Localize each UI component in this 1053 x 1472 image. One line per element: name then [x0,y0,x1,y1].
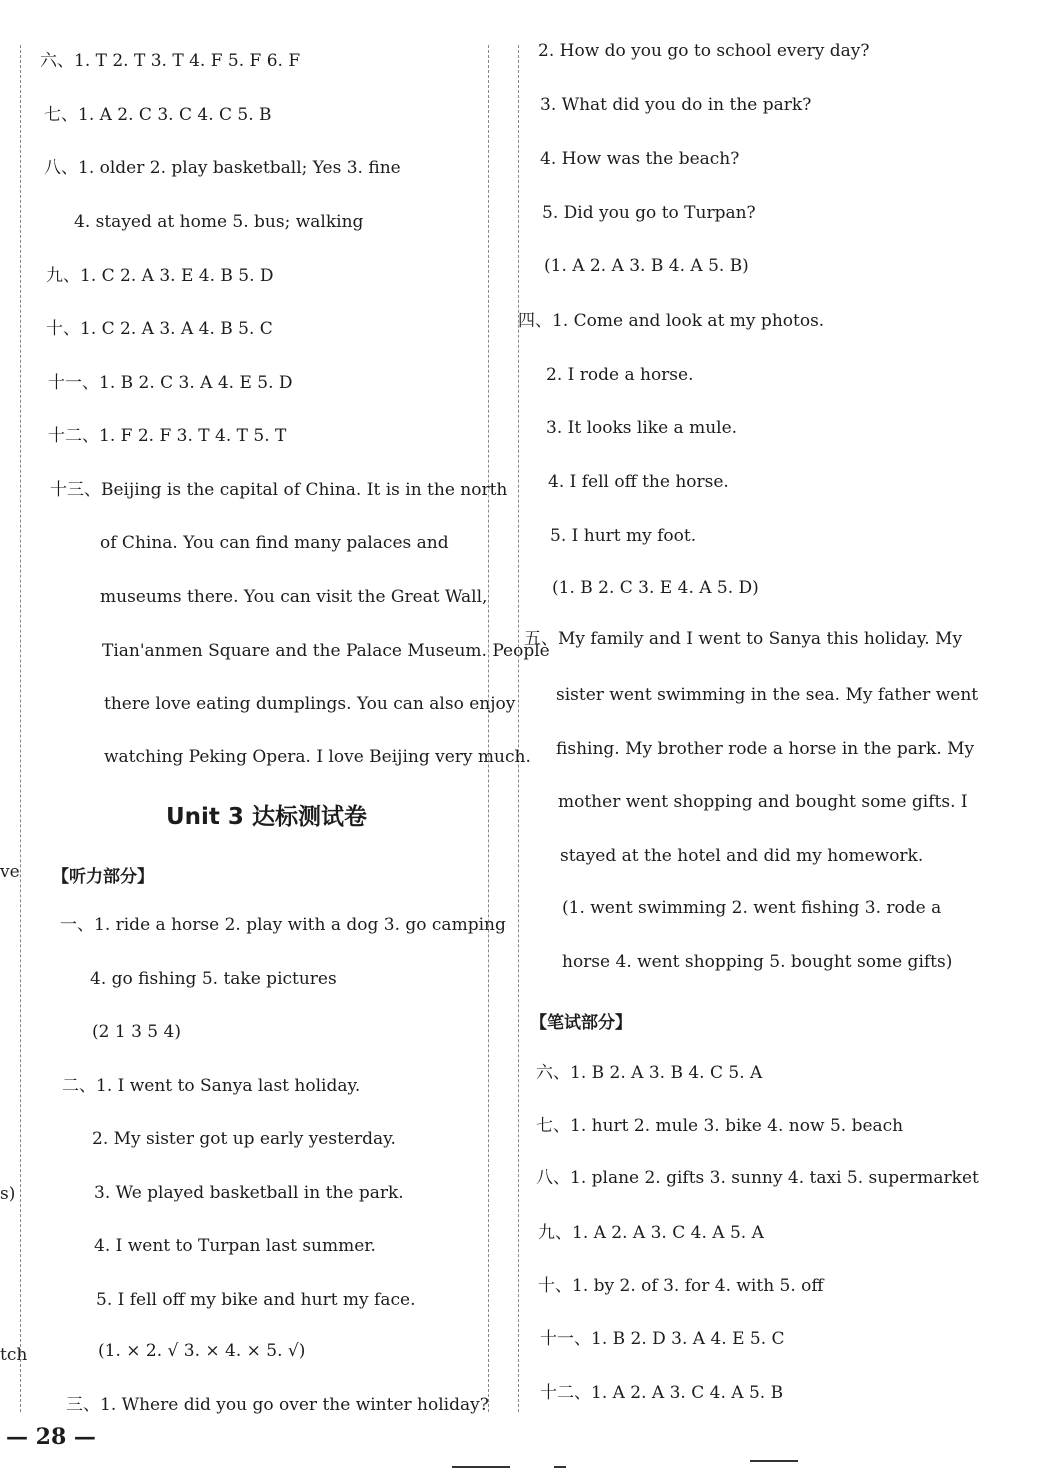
answer-line: 5. I fell off my bike and hurt my face. [96,1290,416,1310]
answer-line: 八、1. older 2. play basketball; Yes 3. fine [44,158,401,178]
answer-line: 二、1. I went to Sanya last holiday. [62,1076,361,1096]
answer-line: horse 4. went shopping 5. bought some gifts) [562,952,953,972]
answer-line: 十一、1. B 2. C 3. A 4. E 5. D [48,373,293,393]
answer-line: 十三、Beijing is the capital of China. It is in the north [50,480,508,500]
answer-line: 2. How do you go to school every day? [538,41,870,61]
answer-line: 五、My family and I went to Sanya this holiday. My [524,629,963,649]
listening-section-header: 【听力部分】 [52,867,154,887]
answer-line: sister went swimming in the sea. My father went [556,685,979,705]
right-column-divider [518,45,519,1412]
margin-fragment: tch [0,1345,28,1365]
page-number: — 28 — [6,1424,96,1450]
answer-line: 九、1. A 2. A 3. C 4. A 5. A [538,1223,764,1243]
answer-line: (1. B 2. C 3. E 4. A 5. D) [552,578,759,598]
answer-line: (1. × 2. √ 3. × 4. × 5. √) [98,1341,306,1361]
margin-fragment: ve [0,862,20,882]
answer-line: watching Peking Opera. I love Beijing very much. [104,747,531,767]
answer-line: 十一、1. B 2. D 3. A 4. E 5. C [540,1329,785,1349]
answer-line: 四、1. Come and look at my photos. [518,311,825,331]
answer-line: 2. I rode a horse. [546,365,694,385]
answer-line: 4. I fell off the horse. [548,472,729,492]
answer-line: 六、1. B 2. A 3. B 4. C 5. A [536,1063,763,1083]
answer-line: 3. We played basketball in the park. [94,1183,404,1203]
answer-line: 十二、1. A 2. A 3. C 4. A 5. B [540,1383,784,1403]
answer-line: 3. What did you do in the park? [540,95,812,115]
answer-line: 2. My sister got up early yesterday. [92,1129,396,1149]
left-column-divider [20,45,21,1412]
answer-line: museums there. You can visit the Great Wall, [100,587,488,607]
answer-line: 4. stayed at home 5. bus; walking [74,212,364,232]
answer-line: 5. I hurt my foot. [550,526,697,546]
scan-artifact [750,1460,798,1462]
answer-line: 三、1. Where did you go over the winter holiday? [66,1395,489,1415]
answer-line: 六、1. T 2. T 3. T 4. F 5. F 6. F [40,51,301,71]
answer-line: 十、1. by 2. of 3. for 4. with 5. off [538,1276,824,1296]
margin-fragment: s) [0,1184,16,1204]
center-column-divider [488,45,489,1412]
answer-line: 七、1. hurt 2. mule 3. bike 4. now 5. beach [536,1116,904,1136]
scan-artifact [554,1466,566,1468]
answer-line: 一、1. ride a horse 2. play with a dog 3. go camping [60,915,506,935]
answer-line: (1. went swimming 2. went fishing 3. rode a [562,898,942,918]
answer-line: 九、1. C 2. A 3. E 4. B 5. D [46,266,274,286]
answer-line: (1. A 2. A 3. B 4. A 5. B) [544,256,749,276]
answer-line: 十、1. C 2. A 3. A 4. B 5. C [46,319,273,339]
answer-line: mother went shopping and bought some gifts. I [558,792,968,812]
answer-line: 八、1. plane 2. gifts 3. sunny 4. taxi 5. supermarket [536,1168,979,1188]
answer-line: Tian'anmen Square and the Palace Museum. People [102,641,550,661]
answer-line: 4. go fishing 5. take pictures [90,969,337,989]
answer-line: 七、1. A 2. C 3. C 4. C 5. B [44,105,272,125]
answer-line: 4. How was the beach? [540,149,740,169]
answer-line: 3. It looks like a mule. [546,418,738,438]
answer-line: stayed at the hotel and did my homework. [560,846,924,866]
answer-line: 4. I went to Turpan last summer. [94,1236,376,1256]
answer-line: 5. Did you go to Turpan? [542,203,756,223]
answer-line: 十二、1. F 2. F 3. T 4. T 5. T [48,426,287,446]
answer-line: there love eating dumplings. You can also enjoy [104,694,516,714]
scan-artifact [452,1466,510,1468]
answer-line: of China. You can find many palaces and [100,533,449,553]
writing-section-header: 【笔试部分】 [530,1013,632,1033]
answer-line: fishing. My brother rode a horse in the park. My [556,739,975,759]
answer-line: (2 1 3 5 4) [92,1022,181,1042]
unit-title: Unit 3 达标测试卷 [166,804,367,830]
